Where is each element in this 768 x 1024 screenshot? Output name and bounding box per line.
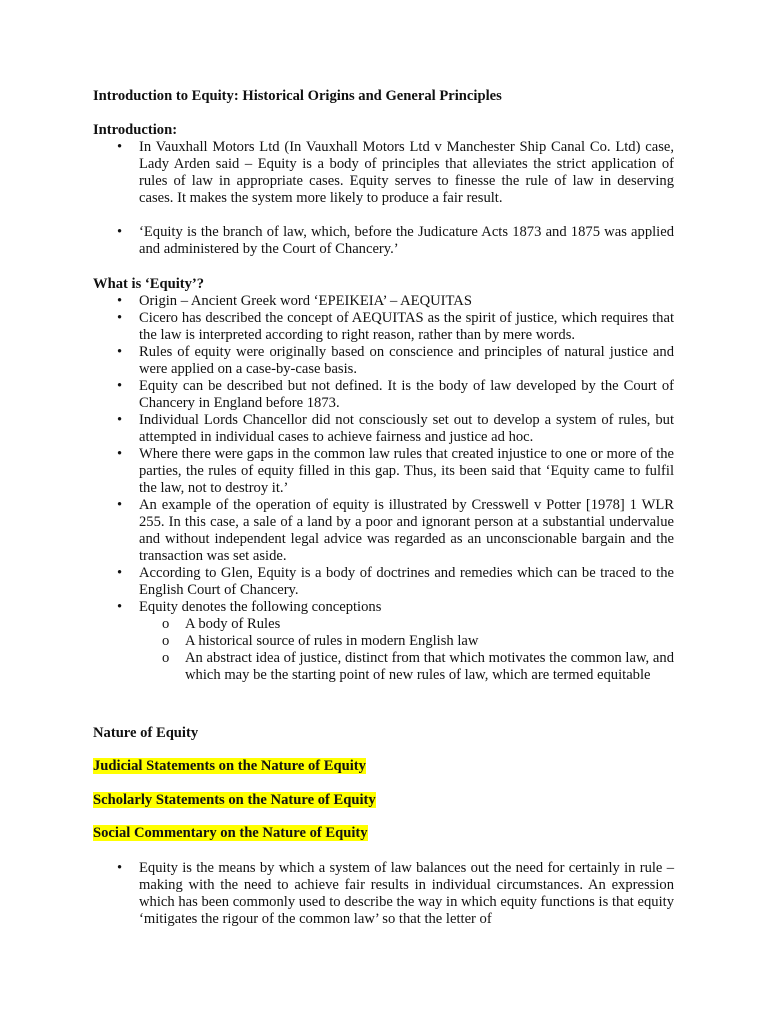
judicial-statements-heading [93,758,366,775]
list-item: • ‘Equity is the branch of law, which, before the Judicature Acts 1873 and 1875 was applied and administered by the Court of Chancery.’ [139,224,674,258]
list-item: • An example of the operation of equity is illustrated by Cresswell v Potter [1978] 1 WLR 255. In this case, a sale of a land by a poor and ignorant person at a substantial undervalue and without independent legal advice was regarded as an unconscionable bargain and the transaction was set aside. [139,497,674,565]
nature-bullet-list [139,860,674,928]
highlighted-text: Judicial Statements on the Nature of Equity [93,758,366,774]
list-item: • Where there were gaps in the common law rules that created injustice to one or more of the parties, the rules of equity filled in this gap. Thus, its been said that ‘Equity came to fulfil the law, not to destroy it.’ [139,446,674,497]
scholarly-statements-heading [93,792,376,809]
sub-list-item: o An abstract idea of justice, distinct from that which motivates the common law, and which may be the starting point of new rules of law, which are termed equitable [185,650,674,684]
list-item [139,599,674,684]
social-commentary-heading [93,825,368,842]
list-item: • In Vauxhall Motors Ltd (In Vauxhall Motors Ltd v Manchester Ship Canal Co. Ltd) case, Lady Arden said – Equity is a body of principles that alleviates the strict application of rules of law in appropriate cases. Equity serves to finesse the rule of law in deserving cases. It makes the system more likely to produce a fair result. [139,139,674,207]
list-item: • Rules of equity were originally based on conscience and principles of natural justice and were applied on a case-by-case basis. [139,344,674,378]
what-is-equity-bullet-list [139,293,674,684]
list-item: • Individual Lords Chancellor did not consciously set out to develop a system of rules, but attempted in individual cases to achieve fairness and justice ad hoc. [139,412,674,446]
conceptions-sub-list [139,616,674,684]
list-item: • Equity can be described but not defined. It is the body of law developed by the Court of Chancery in England before 1873. [139,378,674,412]
document-title: Introduction to Equity: Historical Origins and General Principles [93,88,502,104]
list-item: • According to Glen, Equity is a body of doctrines and remedies which can be traced to the English Court of Chancery. [139,565,674,599]
sub-list-item: o A historical source of rules in modern English law [185,633,674,650]
highlighted-text: Social Commentary on the Nature of Equity [93,825,368,841]
list-item: • Equity is the means by which a system of law balances out the need for certainly in rule – making with the need to achieve fair results in individual circumstances. An expression which has been commonly used to describe the way in which equity functions is that equity ‘mitigates the rigour of the common law’ so that the letter of [139,860,674,928]
list-item: • Cicero has described the concept of AEQUITAS as the spirit of justice, which requires that the law is interpreted according to right reason, rather than by mere words. [139,310,674,344]
sub-list-item: o A body of Rules [185,616,674,633]
list-item-text: Equity denotes the following conceptions [139,599,382,615]
introduction-bullet-list [139,139,674,258]
list-item: • Origin – Ancient Greek word ‘EPEIKEIA’ – AEQUITAS [139,293,674,310]
highlighted-text: Scholarly Statements on the Nature of Equity [93,792,376,808]
introduction-heading: Introduction: [93,122,178,138]
nature-of-equity-heading: Nature of Equity [93,725,199,741]
what-is-equity-heading: What is ‘Equity’? [93,276,205,292]
